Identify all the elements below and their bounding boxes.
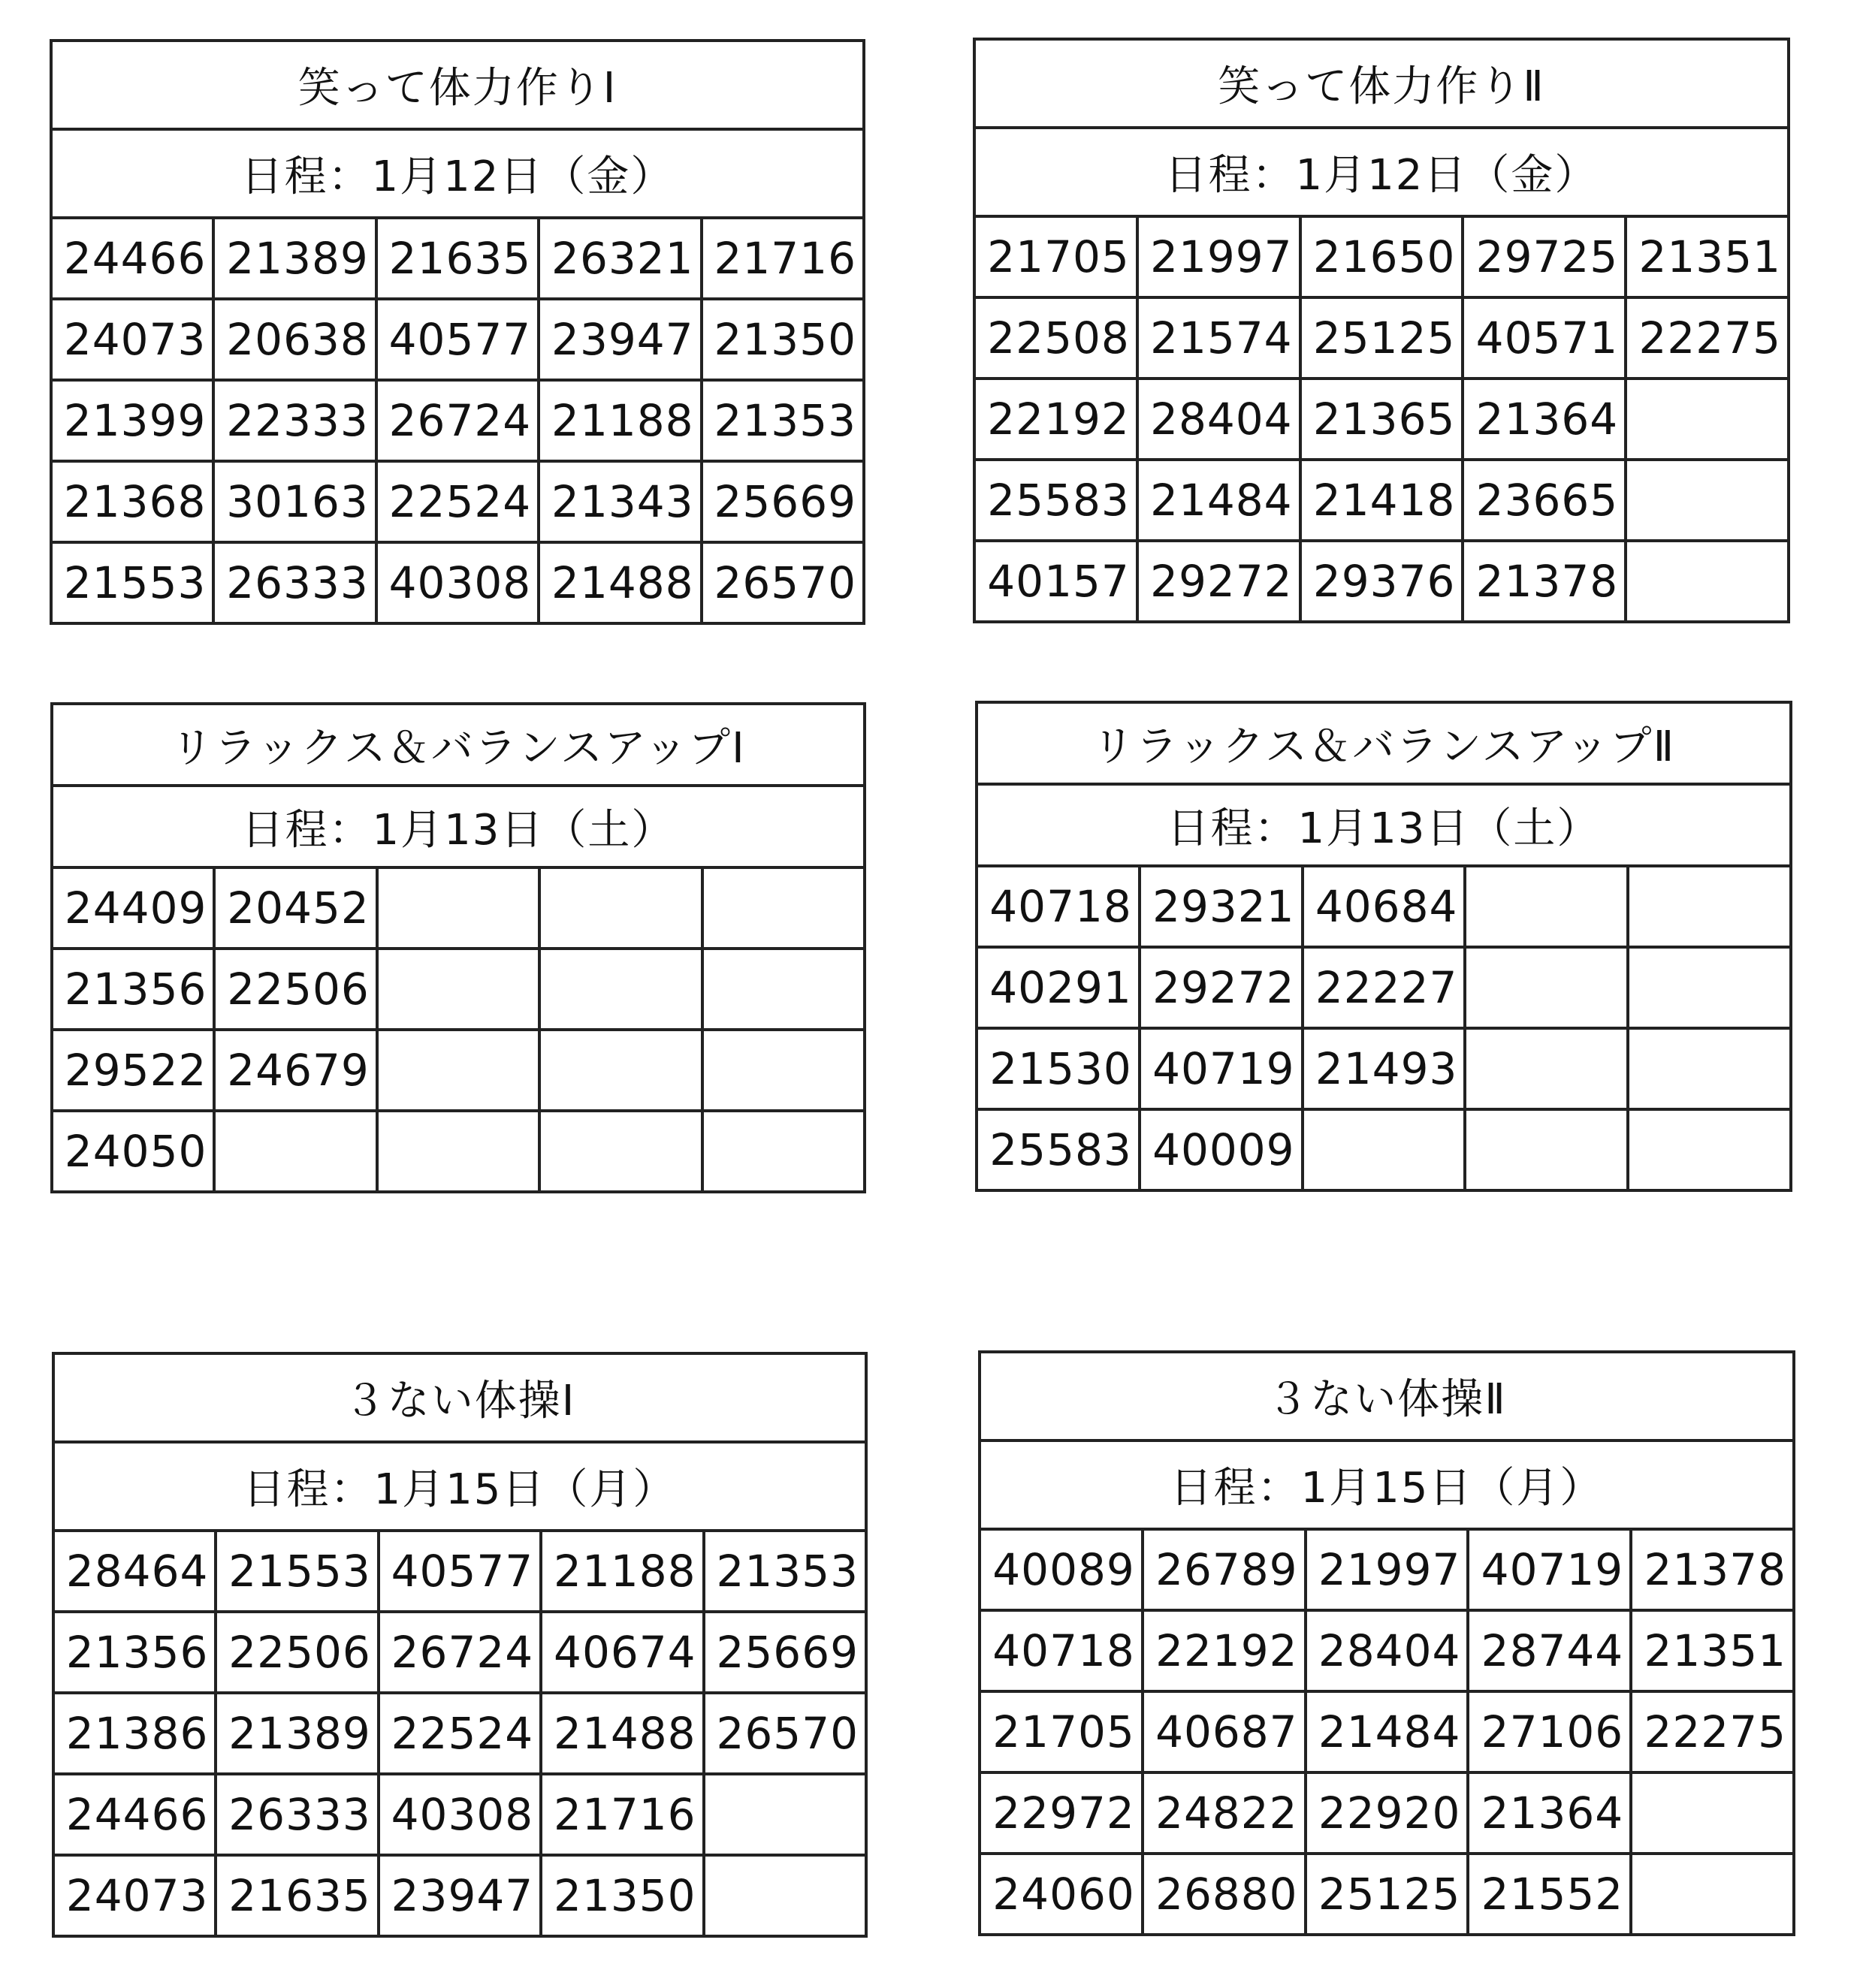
table-date: 日程：1月12日（金） <box>974 128 1789 216</box>
table-cell: 40577 <box>379 1531 541 1612</box>
table-cell: 22524 <box>376 461 539 542</box>
table-date: 日程：1月13日（土） <box>52 786 865 867</box>
table-cell <box>1626 541 1789 622</box>
table-cell <box>539 949 702 1030</box>
table-cell: 40674 <box>541 1612 703 1693</box>
table-cell: 21705 <box>980 1691 1143 1772</box>
table-cell: 25583 <box>974 460 1137 541</box>
table-cell <box>1628 1028 1791 1109</box>
table-cell: 21353 <box>704 1531 866 1612</box>
table-title: リラックス＆バランスアップⅡ <box>977 702 1791 784</box>
table-row <box>53 1612 866 1693</box>
table-cell: 21635 <box>376 218 539 299</box>
table-cell: 21484 <box>1306 1691 1469 1772</box>
table-cell: 21997 <box>1137 216 1300 297</box>
table-cell <box>1628 866 1791 947</box>
table-cell: 40684 <box>1303 866 1466 947</box>
table-cell: 26724 <box>379 1612 541 1693</box>
table-row <box>52 1111 865 1192</box>
table-cell: 24050 <box>52 1111 214 1192</box>
table-row <box>53 1774 866 1855</box>
table-cell: 21716 <box>541 1774 703 1855</box>
table-cell: 29376 <box>1300 541 1463 622</box>
schedule-table-relax-balance-1 <box>50 702 866 1193</box>
table-cell: 21488 <box>539 542 701 623</box>
table-row <box>974 541 1789 622</box>
table-cell: 22275 <box>1626 297 1789 379</box>
table-cell: 21378 <box>1463 541 1626 622</box>
table-cell: 40291 <box>977 947 1140 1028</box>
table-cell: 21530 <box>977 1028 1140 1109</box>
table-row <box>980 1854 1794 1935</box>
schedule-table-three-nai-exercise-1 <box>52 1352 868 1938</box>
table-title: リラックス＆バランスアップⅠ <box>52 704 865 786</box>
table-cell: 25125 <box>1306 1854 1469 1935</box>
table-cell: 24466 <box>53 1774 216 1855</box>
table-cell <box>539 1111 702 1192</box>
table-cell: 40308 <box>379 1774 541 1855</box>
table-row <box>977 1109 1791 1190</box>
table-cell: 22275 <box>1631 1691 1794 1772</box>
table-cell: 25125 <box>1300 297 1463 379</box>
table-cell: 21343 <box>539 461 701 542</box>
table-row <box>980 1772 1794 1854</box>
table-cell: 21705 <box>974 216 1137 297</box>
table-cell: 21368 <box>51 461 213 542</box>
table-date: 日程：1月12日（金） <box>51 129 864 218</box>
table-row <box>51 542 864 623</box>
table-cell: 29272 <box>1140 947 1303 1028</box>
table-cell: 26789 <box>1143 1529 1306 1610</box>
schedule-table-three-nai-exercise-2 <box>978 1350 1795 1936</box>
table-cell: 21188 <box>541 1531 703 1612</box>
table-cell: 29321 <box>1140 866 1303 947</box>
table-cell: 21389 <box>213 218 376 299</box>
table-cell: 21493 <box>1303 1028 1466 1109</box>
table-cell: 40308 <box>376 542 539 623</box>
table-cell: 24466 <box>51 218 213 299</box>
schedule-table-laugh-fitness-2 <box>973 38 1790 623</box>
table-row <box>52 949 865 1030</box>
table-cell: 22506 <box>214 949 376 1030</box>
table-cell: 22333 <box>213 380 376 461</box>
table-cell: 22920 <box>1306 1772 1469 1854</box>
table-cell: 21350 <box>702 299 864 380</box>
table-cell <box>1626 379 1789 460</box>
table-cell: 26333 <box>213 542 376 623</box>
table-cell <box>702 949 865 1030</box>
table-cell: 23947 <box>379 1855 541 1936</box>
table-cell: 40009 <box>1140 1109 1303 1190</box>
table-cell <box>702 867 865 949</box>
table-title: ３ない体操Ⅰ <box>53 1353 866 1442</box>
table-row <box>974 297 1789 379</box>
table-cell: 26724 <box>376 380 539 461</box>
table-cell: 20638 <box>213 299 376 380</box>
table-cell: 21553 <box>216 1531 378 1612</box>
table-cell <box>377 1030 539 1111</box>
table-cell: 40687 <box>1143 1691 1306 1772</box>
table-cell: 24679 <box>214 1030 376 1111</box>
table-row <box>52 867 865 949</box>
table-cell: 22227 <box>1303 947 1466 1028</box>
table-cell: 21553 <box>51 542 213 623</box>
table-cell: 24409 <box>52 867 214 949</box>
table-row <box>51 461 864 542</box>
table-cell <box>1303 1109 1466 1190</box>
table-cell: 25669 <box>702 461 864 542</box>
table-cell <box>702 1111 865 1192</box>
table-cell <box>377 867 539 949</box>
table-row <box>977 1028 1791 1109</box>
table-cell: 26333 <box>216 1774 378 1855</box>
table-cell: 28464 <box>53 1531 216 1612</box>
table-cell: 22972 <box>980 1772 1143 1854</box>
table-cell: 22524 <box>379 1693 541 1774</box>
table-cell: 28404 <box>1137 379 1300 460</box>
table-row <box>974 216 1789 297</box>
table-cell: 21418 <box>1300 460 1463 541</box>
table-row <box>980 1610 1794 1691</box>
table-cell: 23665 <box>1463 460 1626 541</box>
table-cell: 40089 <box>980 1529 1143 1610</box>
table-row <box>980 1691 1794 1772</box>
table-date: 日程：1月15日（月） <box>980 1440 1794 1529</box>
table-cell: 20452 <box>214 867 376 949</box>
table-row <box>980 1529 1794 1610</box>
table-row <box>974 460 1789 541</box>
table-cell: 22192 <box>1143 1610 1306 1691</box>
table-cell <box>539 867 702 949</box>
table-cell <box>1465 1109 1628 1190</box>
table-cell: 29522 <box>52 1030 214 1111</box>
table-cell: 22506 <box>216 1612 378 1693</box>
table-cell: 21356 <box>53 1612 216 1693</box>
table-cell: 26321 <box>539 218 701 299</box>
table-cell: 40718 <box>977 866 1140 947</box>
table-cell: 21378 <box>1631 1529 1794 1610</box>
table-cell <box>1631 1772 1794 1854</box>
table-cell: 28404 <box>1306 1610 1469 1691</box>
table-cell <box>377 1111 539 1192</box>
table-row <box>53 1531 866 1612</box>
table-row <box>977 866 1791 947</box>
table-cell <box>1628 1109 1791 1190</box>
table-cell <box>704 1855 866 1936</box>
table-cell <box>1465 1028 1628 1109</box>
table-cell: 26880 <box>1143 1854 1306 1935</box>
table-cell: 21635 <box>216 1855 378 1936</box>
table-cell <box>702 1030 865 1111</box>
table-cell <box>1465 947 1628 1028</box>
table-row <box>977 947 1791 1028</box>
table-cell: 40571 <box>1463 297 1626 379</box>
table-cell: 21188 <box>539 380 701 461</box>
table-cell: 22508 <box>974 297 1137 379</box>
table-cell <box>1628 947 1791 1028</box>
schedule-table-laugh-fitness-1 <box>50 39 865 625</box>
table-cell: 23947 <box>539 299 701 380</box>
table-cell <box>539 1030 702 1111</box>
table-cell <box>214 1111 376 1192</box>
table-cell: 25583 <box>977 1109 1140 1190</box>
table-cell: 40719 <box>1140 1028 1303 1109</box>
table-cell <box>377 949 539 1030</box>
table-cell: 21365 <box>1300 379 1463 460</box>
table-cell: 21353 <box>702 380 864 461</box>
table-title: 笑って体力作りⅠ <box>51 41 864 129</box>
table-cell: 40157 <box>974 541 1137 622</box>
table-cell: 21650 <box>1300 216 1463 297</box>
table-cell: 21389 <box>216 1693 378 1774</box>
table-cell: 21351 <box>1626 216 1789 297</box>
table-row <box>53 1855 866 1936</box>
table-cell: 21716 <box>702 218 864 299</box>
table-row <box>974 379 1789 460</box>
table-date: 日程：1月15日（月） <box>53 1442 866 1531</box>
table-row <box>52 1030 865 1111</box>
table-title: 笑って体力作りⅡ <box>974 39 1789 128</box>
table-cell: 30163 <box>213 461 376 542</box>
table-cell: 21399 <box>51 380 213 461</box>
table-cell: 21351 <box>1631 1610 1794 1691</box>
table-cell <box>1465 866 1628 947</box>
table-title: ３ない体操Ⅱ <box>980 1352 1794 1440</box>
table-cell: 21484 <box>1137 460 1300 541</box>
table-cell: 26570 <box>704 1693 866 1774</box>
table-cell: 24073 <box>51 299 213 380</box>
table-cell: 26570 <box>702 542 864 623</box>
table-cell <box>1626 460 1789 541</box>
table-cell: 40719 <box>1468 1529 1631 1610</box>
table-cell: 21488 <box>541 1693 703 1774</box>
table-row <box>53 1693 866 1774</box>
table-cell: 21364 <box>1463 379 1626 460</box>
table-cell <box>1631 1854 1794 1935</box>
table-cell: 25669 <box>704 1612 866 1693</box>
table-cell: 21356 <box>52 949 214 1030</box>
table-cell: 27106 <box>1468 1691 1631 1772</box>
table-cell: 21350 <box>541 1855 703 1936</box>
table-cell: 29725 <box>1463 216 1626 297</box>
table-date: 日程：1月13日（土） <box>977 784 1791 866</box>
table-cell: 21552 <box>1468 1854 1631 1935</box>
table-cell: 40577 <box>376 299 539 380</box>
table-row <box>51 299 864 380</box>
table-cell <box>704 1774 866 1855</box>
table-cell: 29272 <box>1137 541 1300 622</box>
table-cell: 40718 <box>980 1610 1143 1691</box>
table-cell: 24073 <box>53 1855 216 1936</box>
table-cell: 21574 <box>1137 297 1300 379</box>
table-cell: 28744 <box>1468 1610 1631 1691</box>
table-cell: 24822 <box>1143 1772 1306 1854</box>
table-cell: 21364 <box>1468 1772 1631 1854</box>
table-cell: 21997 <box>1306 1529 1469 1610</box>
schedule-table-relax-balance-2 <box>975 701 1792 1192</box>
table-cell: 21386 <box>53 1693 216 1774</box>
table-row <box>51 380 864 461</box>
table-cell: 22192 <box>974 379 1137 460</box>
table-row <box>51 218 864 299</box>
table-cell: 24060 <box>980 1854 1143 1935</box>
